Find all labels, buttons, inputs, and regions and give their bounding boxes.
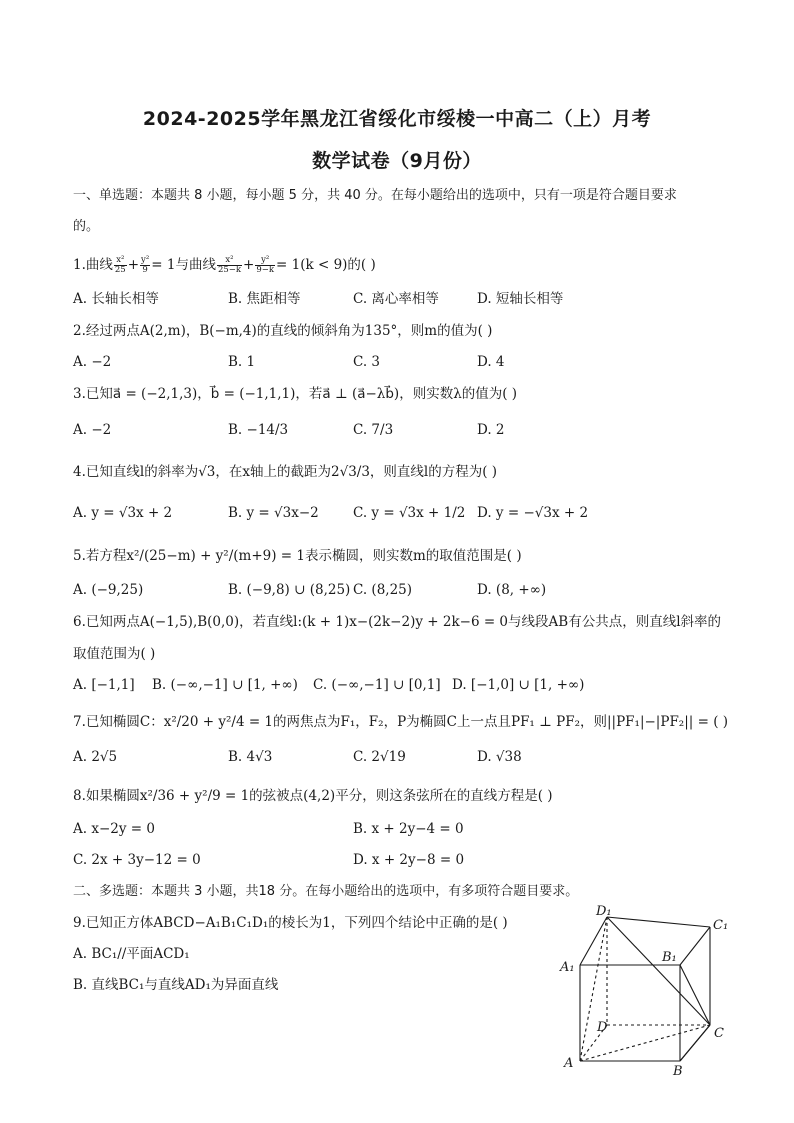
question-8-stem: 8.如果椭圆x²/36 + y²/9 = 1的弦被点(4,2)平分，则这条弦所在的直线方程是( ) — [73, 788, 553, 804]
edge-d1c1 — [607, 917, 710, 927]
q4-option-d: D. y = −√3x + 2 — [477, 505, 589, 521]
q6-option-c: C. (−∞,−1] ∪ [0,1] — [313, 677, 441, 693]
q2-option-c: C. 3 — [353, 354, 381, 370]
line-d1c — [607, 917, 710, 1025]
label-b: B — [673, 1064, 683, 1077]
q1-option-c: C. 离心率相等 — [353, 291, 439, 307]
q6-option-b: B. (−∞,−1] ∪ [1, +∞) — [152, 677, 298, 693]
q9-option-a: A. BC₁//平面ACD₁ — [73, 946, 190, 962]
section2-header: 二、多选题：本题共 3 小题，共18 分。在每小题给出的选项中，有多项符合题目要求。 — [73, 884, 579, 899]
question-6-stem: 6.已知两点A(−1,5),B(0,0)，若直线l:(k + 1)x−(2k−2)y + 2k−6 = 0与线段AB有公共点，则直线l斜率的 — [73, 614, 722, 630]
q4-option-a: A. y = √3x + 2 — [73, 505, 173, 521]
section1-header-cont: 的。 — [73, 219, 100, 234]
q7-option-a: A. 2√5 — [73, 749, 118, 765]
label-a1: A₁ — [560, 960, 575, 975]
q2-option-d: D. 4 — [477, 354, 505, 370]
line-bc1-base — [680, 1025, 710, 1061]
section1-header: 一、单选题：本题共 8 小题，每小题 5 分，共 40 分。在每小题给出的选项中，只有一项是符合题目要求 — [73, 188, 677, 203]
q1-option-b: B. 焦距相等 — [228, 291, 301, 307]
q9-option-b: B. 直线BC₁与直线AD₁为异面直线 — [73, 977, 279, 993]
question-2-stem: 2.经过两点A(2,m)，B(−m,4)的直线的倾斜角为135°，则m的值为( ) — [73, 323, 493, 339]
question-6-stem-cont: 取值范围为( ) — [73, 646, 156, 662]
q8-option-c: C. 2x + 3y−12 = 0 — [73, 852, 201, 868]
label-c: C — [714, 1026, 724, 1041]
q8-option-d: D. x + 2y−8 = 0 — [353, 852, 465, 868]
fraction: $\frac{\text{y²}}{9-k}$ — [256, 255, 275, 275]
line-b1c — [680, 965, 710, 1025]
cube-figure — [552, 905, 732, 1077]
q7-option-b: B. 4√3 — [228, 749, 273, 765]
question-1-stem: 1.曲线 $\frac{\text{x²}}{25}$ + $\frac{\text{y²}}{9}$ = 1与曲线 $\frac{\text{x²}}{25-k}$ + $\frac{\text{y²}}{9-k}$ = 1(k < 9)的( ) — [73, 255, 376, 275]
q5-option-a: A. (−9,25) — [73, 582, 144, 598]
q4-option-b: B. y = √3x−2 — [228, 505, 319, 521]
q8-option-a: A. x−2y = 0 — [73, 821, 155, 837]
q8-option-b: B. x + 2y−4 = 0 — [353, 821, 464, 837]
q3-option-d: D. 2 — [477, 422, 505, 438]
question-5-stem: 5.若方程x²/(25−m) + y²/(m+9) = 1表示椭圆，则实数m的取值范围是( ) — [73, 548, 522, 564]
exam-title-line2: 数学试卷（9月份） — [312, 150, 482, 172]
q2-option-b: B. 1 — [228, 354, 256, 370]
q2-option-a: A. −2 — [73, 354, 112, 370]
label-d: D — [597, 1020, 608, 1035]
label-b1: B₁ — [662, 950, 677, 965]
fraction: $\frac{\text{y²}}{9}$ — [141, 255, 150, 275]
line-ad1 — [580, 917, 607, 1061]
q5-option-c: C. (8,25) — [353, 582, 413, 598]
label-d1: D₁ — [596, 905, 612, 919]
q6-option-d: D. [−1,0] ∪ [1, +∞) — [452, 677, 585, 693]
exam-title-line1: 2024-2025学年黑龙江省绥化市绥棱一中高二（上）月考 — [142, 108, 652, 130]
q7-option-d: D. √38 — [477, 749, 522, 765]
q5-option-b: B. (−9,8) ∪ (8,25) — [228, 582, 351, 598]
q4-option-c: C. y = √3x + 1/2 — [353, 505, 466, 521]
label-c1: C₁ — [713, 918, 729, 933]
q5-option-d: D. (8, +∞) — [477, 582, 547, 598]
q7-option-c: C. 2√19 — [353, 749, 406, 765]
fraction: $\frac{\text{x²}}{25}$ — [114, 255, 126, 275]
question-4-stem: 4.已知直线l的斜率为√3，在x轴上的截距为2√3/3，则直线l的方程为( ) — [73, 464, 498, 480]
q1-option-a: A. 长轴长相等 — [73, 291, 159, 307]
question-9-stem: 9.已知正方体ABCD−A₁B₁C₁D₁的棱长为1，下列四个结论中正确的是( ) — [73, 915, 508, 931]
label-a: A — [564, 1056, 574, 1071]
q6-option-a: A. [−1,1] — [73, 677, 135, 693]
question-3-stem: 3.已知a⃗ = (−2,1,3)，b⃗ = (−1,1,1)，若a⃗ ⊥ (a⃗−λb⃗)，则实数λ的值为( ) — [73, 386, 518, 402]
q3-option-b: B. −14/3 — [228, 422, 289, 438]
q3-option-a: A. −2 — [73, 422, 112, 438]
q1-option-d: D. 短轴长相等 — [477, 291, 564, 307]
q3-option-c: C. 7/3 — [353, 422, 394, 438]
question-7-stem: 7.已知椭圆C：x²/20 + y²/4 = 1的两焦点为F₁，F₂，P为椭圆C上一点且PF₁ ⊥ PF₂，则||PF₁|−|PF₂|| = ( ) — [73, 714, 729, 730]
fraction: $\frac{\text{x²}}{25-k}$ — [217, 255, 242, 275]
edge-b1c1 — [680, 927, 710, 965]
